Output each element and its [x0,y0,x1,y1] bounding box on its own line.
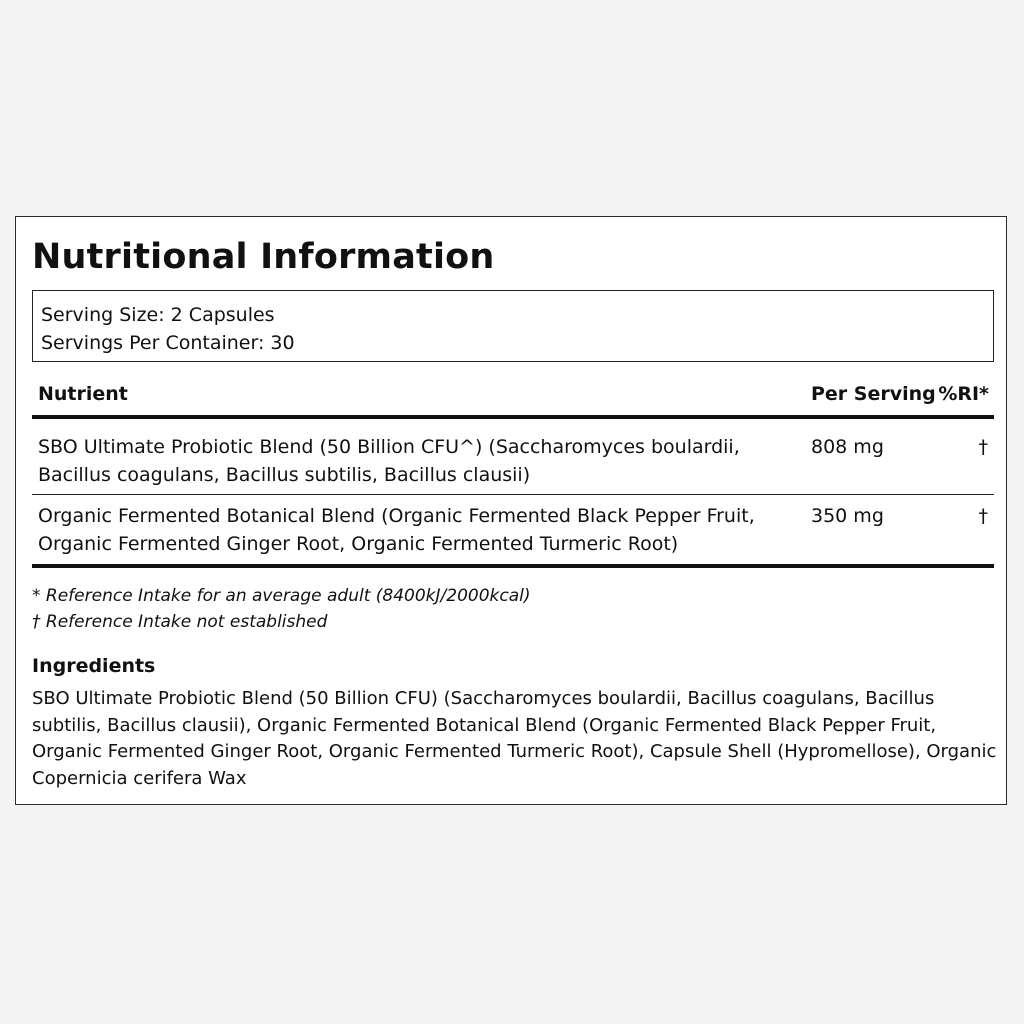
footnotes [32,583,531,635]
table-row [32,502,994,568]
header-nutrient: Nutrient [38,383,128,405]
serving-size-text: Serving Size: 2 Capsules [41,304,275,326]
nutrient-name: SBO Ultimate Probiotic Blend (50 Billion CFU^) (Saccharomyces boulardii, Bacillus coagulans, Bacillus subtilis, Bacillus clausii) [38,436,740,486]
nutrient-name: Organic Fermented Botanical Blend (Organic Fermented Black Pepper Fruit, Organic Fermented Ginger Root, Organic Fermented Turmeric Root) [38,505,755,555]
nutrient-ri: † [978,436,988,458]
header-per-serving: Per Serving [811,383,936,405]
nutrition-panel [15,216,1007,805]
panel-title: Nutritional Information [32,237,495,277]
ingredients-heading: Ingredients [32,655,156,677]
dagger-footnote: † Reference Intake not established [32,612,328,632]
ri-footnote: * Reference Intake for an average adult (8400kJ/2000kcal) [32,586,531,606]
nutrient-amount: 808 mg [811,436,884,458]
nutrient-amount: 350 mg [811,505,884,527]
serving-info-box [32,290,994,362]
servings-per-container-text: Servings Per Container: 30 [41,332,295,354]
header-ri: %RI* [938,383,989,405]
nutrient-table-header [32,381,994,419]
table-row [32,433,994,495]
ingredients-list: SBO Ultimate Probiotic Blend (50 Billion CFU) (Saccharomyces boulardii, Bacillus coagulans, Bacillus subtilis, Bacillus clausii), Organic Fermented Botanical Blend (Organic Fermented Black Pepper Fruit, Organic Fermented Ginger Root, Organic Fermented Turmeric Root), Capsule Shell (Hypromellose), Organic Copernicia cerifera Wax [32,688,997,789]
nutrient-ri: † [978,505,988,527]
